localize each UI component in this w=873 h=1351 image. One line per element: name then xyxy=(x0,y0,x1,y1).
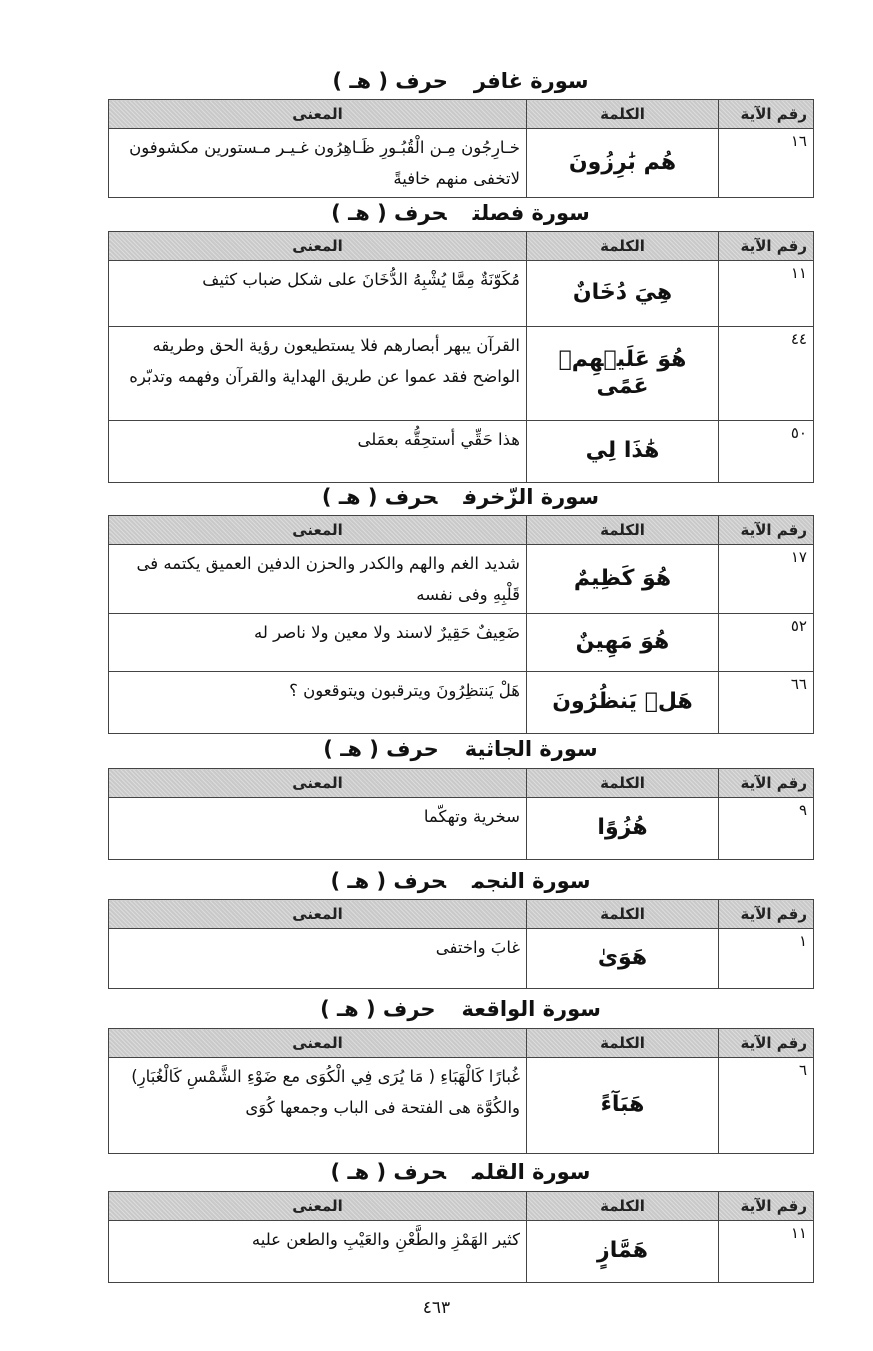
verse-number-header: رقم الآية xyxy=(719,100,814,129)
table-row xyxy=(109,798,814,860)
verse-number-header: رقم الآية xyxy=(719,516,814,545)
table-row xyxy=(109,1221,814,1283)
table-header xyxy=(109,1192,814,1221)
sura-name: سورة فصلت xyxy=(472,201,590,225)
verse-number-header: رقم الآية xyxy=(719,769,814,798)
table-header xyxy=(109,232,814,261)
section-title xyxy=(108,480,813,514)
table-row xyxy=(109,421,814,483)
word-meaning: هذا حَقِّي أستحِقُّه بعمَلى xyxy=(109,421,527,483)
verse-number: ١١ xyxy=(719,261,814,327)
page-number: ٤٦٣ xyxy=(422,1298,451,1318)
table-header xyxy=(109,1029,814,1058)
verse-number-header: رقم الآية xyxy=(719,1029,814,1058)
letter-label: حرف ( هـ ) xyxy=(323,737,439,761)
quran-word: هَمَّازٍ xyxy=(527,1221,719,1283)
verse-number-header: رقم الآية xyxy=(719,900,814,929)
sura-name: سورة غافر xyxy=(473,69,589,93)
section-title xyxy=(108,196,813,230)
verse-number: ٦ xyxy=(719,1058,814,1154)
verse-number: ١٧ xyxy=(719,545,814,614)
word-header: الكلمة xyxy=(527,769,719,798)
table-row xyxy=(109,545,814,614)
glossary-table xyxy=(108,1191,814,1283)
table-row xyxy=(109,614,814,672)
sura-name: سورة القلم xyxy=(472,1160,591,1184)
word-header: الكلمة xyxy=(527,1029,719,1058)
verse-number-header: رقم الآية xyxy=(719,1192,814,1221)
quran-word: هُوَ مَهِينٌ xyxy=(527,614,719,672)
meaning-header: المعنى xyxy=(109,232,527,261)
verse-number: ٤٤ xyxy=(719,327,814,421)
sura-name: سورة النجم xyxy=(471,869,591,893)
word-meaning: كثير الهَمْزِ والطَّعْنِ والعَيْبِ والطعن عليه xyxy=(109,1221,527,1283)
sura-name: سورة الزّخرف xyxy=(463,485,600,509)
quran-word: هَلۡ يَنظُرُونَ xyxy=(527,672,719,734)
verse-number: ١١ xyxy=(719,1221,814,1283)
verse-number: ٥٢ xyxy=(719,614,814,672)
meaning-header: المعنى xyxy=(109,516,527,545)
sura-name: سورة الجاثية xyxy=(464,737,598,761)
letter-label: حرف ( هـ ) xyxy=(330,1160,446,1184)
glossary-table xyxy=(108,99,814,198)
verse-number: ٦٦ xyxy=(719,672,814,734)
word-meaning: سخرية وتهكّما xyxy=(109,798,527,860)
glossary-table xyxy=(108,768,814,860)
table-header xyxy=(109,769,814,798)
glossary-table xyxy=(108,1028,814,1154)
meaning-header: المعنى xyxy=(109,1192,527,1221)
meaning-header: المعنى xyxy=(109,1029,527,1058)
letter-label: حرف ( هـ ) xyxy=(331,201,447,225)
table-row xyxy=(109,327,814,421)
quran-word: هُوَ كَظِيمٌ xyxy=(527,545,719,614)
glossary-table xyxy=(108,231,814,483)
word-meaning: القرآن يبهر أبصارهم فلا يستطيعون رؤية الحق وطريقه الواضح فقد عموا عن طريق الهداية والقرآن وفهمه وتدبّره xyxy=(109,327,527,421)
quran-word: هَٰذَا لِي xyxy=(527,421,719,483)
meaning-header: المعنى xyxy=(109,100,527,129)
quran-word: هَبَآءً xyxy=(527,1058,719,1154)
section-title xyxy=(108,732,813,766)
word-meaning: ضَعِيفٌ حَقِيرٌ لاسند ولا معين ولا ناصر له xyxy=(109,614,527,672)
quran-word: هُزُوًا xyxy=(527,798,719,860)
section-title xyxy=(108,992,813,1026)
table-header xyxy=(109,100,814,129)
table-row xyxy=(109,261,814,327)
meaning-header: المعنى xyxy=(109,900,527,929)
table-header xyxy=(109,900,814,929)
meaning-header: المعنى xyxy=(109,769,527,798)
word-meaning: خـارِجُون مِـن الْقُبُـورِ ظَـاهِرُون غـيـر مـستورين مكشوفون لاتخفى منهم خافيةً xyxy=(109,129,527,198)
letter-label: حرف ( هـ ) xyxy=(321,485,438,509)
letter-label: حرف ( هـ ) xyxy=(332,69,448,93)
table-row xyxy=(109,672,814,734)
table-row xyxy=(109,929,814,989)
table-row xyxy=(109,1058,814,1154)
word-meaning: مُكَوّنَةٌ مِمَّا يُشْبِهُ الدُّخَانَ على شكل ضباب كثيف xyxy=(109,261,527,327)
glossary-table xyxy=(108,899,814,989)
word-meaning: شديد الغم والهم والكدر والحزن الدفين العميق يكتمه فى قَلْبِهِ وفى نفسه xyxy=(109,545,527,614)
word-header: الكلمة xyxy=(527,232,719,261)
word-meaning: غابَ واختفى xyxy=(109,929,527,989)
quran-word: هَوَىٰ xyxy=(527,929,719,989)
section-title xyxy=(108,64,813,98)
verse-number-header: رقم الآية xyxy=(719,232,814,261)
quran-word: هِيَ دُخَانٌ xyxy=(527,261,719,327)
verse-number: ١ xyxy=(719,929,814,989)
verse-number: ١٦ xyxy=(719,129,814,198)
quran-word: هُم بَٰرِزُونَ xyxy=(527,129,719,198)
word-header: الكلمة xyxy=(527,1192,719,1221)
section-title xyxy=(108,864,813,898)
quran-word: هُوَ عَلَيۡهِمۡ عَمًى xyxy=(527,327,719,421)
verse-number: ٥٠ xyxy=(719,421,814,483)
word-header: الكلمة xyxy=(527,100,719,129)
glossary-table xyxy=(108,515,814,734)
word-header: الكلمة xyxy=(527,516,719,545)
sura-name: سورة الواقعة xyxy=(461,997,601,1021)
word-header: الكلمة xyxy=(527,900,719,929)
word-meaning: غُبارًا كَالْهَبَاءِ ( مَا يُرَى فِي الْكُوَى مع ضَوْءِ الشَّمْسِ كَالْغُبَارِ) والكُوَّة هى الفتحة فى الباب وجمعها كُوَى xyxy=(109,1058,527,1154)
letter-label: حرف ( هـ ) xyxy=(320,997,436,1021)
table-header xyxy=(109,516,814,545)
table-row xyxy=(109,129,814,198)
word-meaning: هَلْ يَنتظِرُونَ ويترقبون ويتوقعون ؟ xyxy=(109,672,527,734)
letter-label: حرف ( هـ ) xyxy=(330,869,446,893)
verse-number: ٩ xyxy=(719,798,814,860)
section-title xyxy=(108,1155,813,1189)
